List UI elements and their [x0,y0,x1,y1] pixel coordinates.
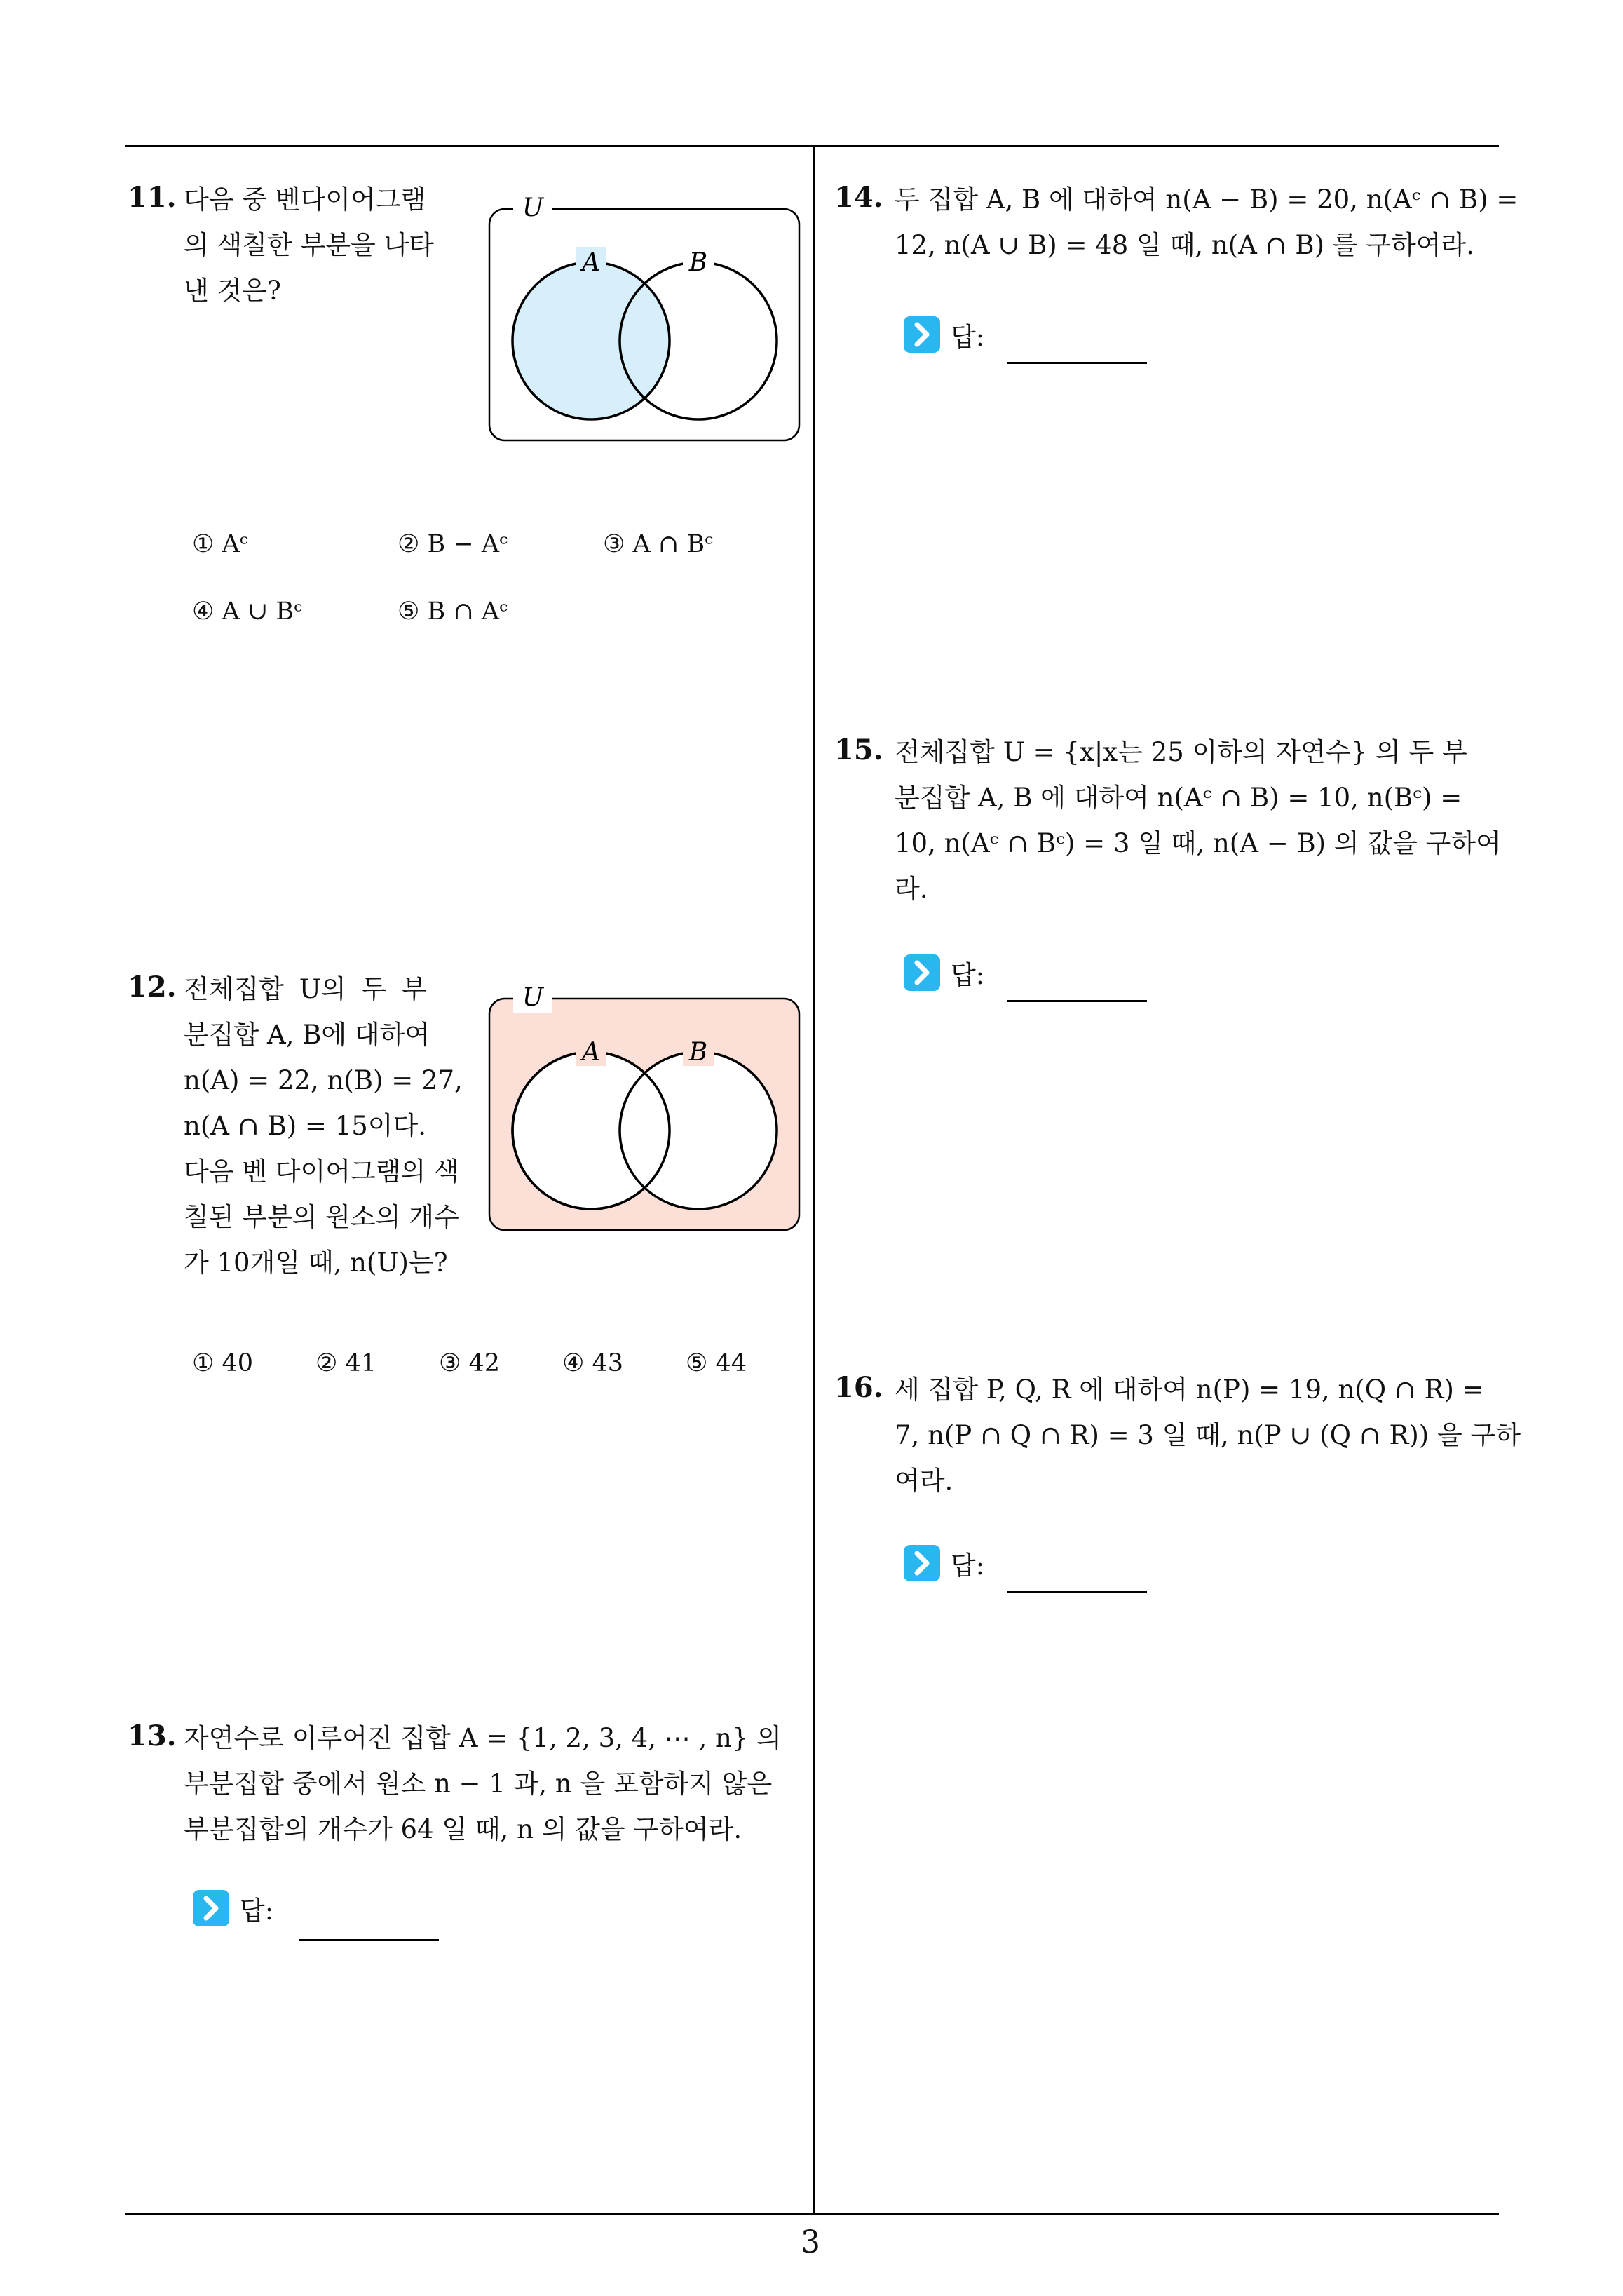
q11-option-3[interactable]: ③ A ∩ Bᶜ [603,530,714,558]
q12-set-a-label: A [582,1038,600,1067]
q12-line: 칠된 부분의 원소의 개수 [184,1202,459,1232]
q12-option-4[interactable]: ④ 43 [562,1349,624,1377]
top-rule [125,145,1499,147]
q16-answer [903,1544,984,1582]
q12-line: 가 10개일 때, n(U)는? [184,1248,448,1278]
q13-text [184,1715,782,1852]
q16-text [895,1367,1521,1504]
q12-number: 12. [128,971,177,1004]
q12-option-3[interactable]: ③ 42 [439,1349,501,1377]
q12-line: n(A ∩ B) = 15이다. [184,1111,426,1141]
q15-line: 전체집합 U = {x|x는 25 이하의 자연수} 의 두 부 [895,737,1467,767]
q12-set-b-label: B [688,1038,708,1067]
q11-option-1[interactable]: ① Aᶜ [192,530,248,558]
column-divider [813,145,815,2214]
chevron-right-icon [192,1889,230,1927]
q12-line: 전체집합 U의 두 부 [184,974,427,1004]
q11-option-2[interactable]: ② B − Aᶜ [398,530,508,558]
q12-circle-b [620,1052,777,1209]
q15-answer-blank[interactable] [1007,1000,1147,1002]
q16-line: 여라. [895,1466,953,1496]
q12-line: n(A) = 22, n(B) = 27, [184,1065,463,1095]
q12-option-2[interactable]: ② 41 [315,1349,377,1377]
chevron-right-icon [903,1544,941,1582]
q14-answer-blank[interactable] [1007,362,1147,364]
q11-number: 11. [128,181,177,214]
q16-line: 7, n(P ∩ Q ∩ R) = 3 일 때, n(P ∪ (Q ∩ R)) 을 구하 [895,1420,1521,1450]
q14-number: 14. [834,181,883,214]
q12-universe-label: U [522,983,544,1012]
chevron-right-icon [903,954,941,992]
q15-text [895,729,1501,912]
bottom-rule [125,2213,1499,2215]
q15-answer [903,954,984,992]
q13-answer-blank[interactable] [299,1939,439,1941]
q13-line: 부분집합 중에서 원소 n − 1 과, n 을 포함하지 않은 [184,1769,773,1799]
q12-option-1[interactable]: ① 40 [192,1349,254,1377]
q14-text [895,177,1518,268]
q11-universe-label: U [522,194,544,222]
q15-line: 라. [895,874,928,904]
q12-line: 다음 벤 다이어그램의 색 [184,1156,459,1187]
q14-answer [903,316,984,353]
q11-line: 낸 것은? [184,276,281,306]
q15-line: 분집합 A, B 에 대하여 n(Aᶜ ∩ B) = 10, n(Bᶜ) = [895,783,1462,813]
page-number: 3 [801,2224,820,2260]
answer-label: 답: [240,1896,274,1926]
q15-number: 15. [834,734,883,767]
q15-line: 10, n(Aᶜ ∩ Bᶜ) = 3 일 때, n(A − B) 의 값을 구하여 [895,828,1501,858]
q14-line: 두 집합 A, B 에 대하여 n(A − B) = 20, n(Aᶜ ∩ B) = [895,184,1519,215]
q12-venn-diagram [484,978,806,1237]
answer-label: 답: [951,1551,985,1581]
q14-line: 12, n(A ∪ B) = 48 일 때, n(A ∩ B) 를 구하여라. [895,230,1474,260]
q16-number: 16. [834,1371,883,1404]
q11-venn-diagram [484,188,806,447]
q16-answer-blank[interactable] [1007,1591,1147,1593]
q11-line: 다음 중 벤다이어그램 [184,184,426,215]
q11-text [184,177,434,313]
q11-option-4[interactable]: ④ A ∪ Bᶜ [192,597,303,626]
q12-text [184,966,463,1285]
q13-line: 자연수로 이루어진 집합 A = {1, 2, 3, 4, ⋯ , n} 의 [184,1723,782,1753]
q16-line: 세 집합 P, Q, R 에 대하여 n(P) = 19, n(Q ∩ R) = [895,1375,1484,1405]
q13-answer [192,1889,273,1927]
q13-line: 부분집합의 개수가 64 일 때, n 의 값을 구하여라. [184,1814,742,1844]
q12-line: 분집합 A, B에 대하여 [184,1020,430,1050]
q12-option-5[interactable]: ⑤ 44 [686,1349,747,1377]
answer-label: 답: [951,960,985,990]
chevron-right-icon [903,316,941,353]
q11-set-b-label: B [688,248,708,277]
q11-option-5[interactable]: ⑤ B ∩ Aᶜ [398,597,508,626]
q13-number: 13. [128,1720,177,1753]
q11-line: 의 색칠한 부분을 나타 [184,230,434,260]
q11-set-a-label: A [582,248,600,277]
answer-label: 답: [951,322,985,352]
